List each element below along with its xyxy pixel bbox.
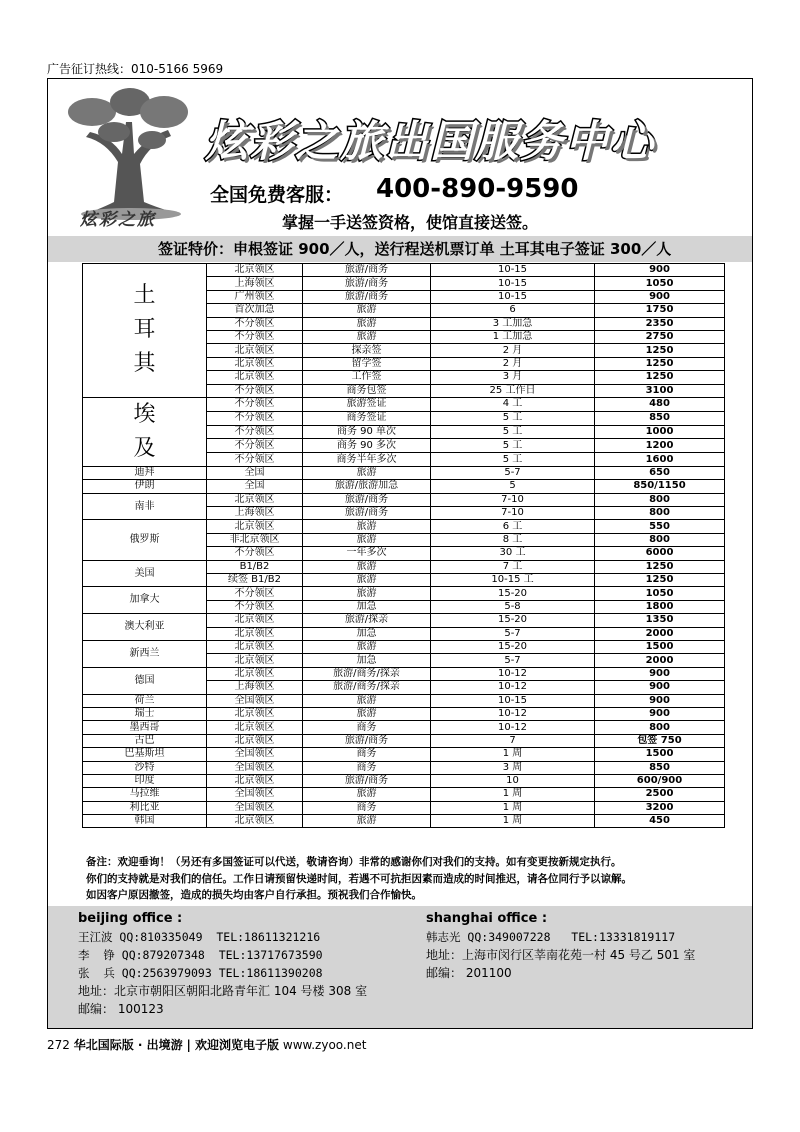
region-cell: B1/B2 [207, 560, 303, 573]
region-cell: 北京领区 [207, 667, 303, 680]
duration-cell: 2 月 [431, 357, 595, 370]
price-cell: 2500 [595, 788, 725, 801]
type-cell: 商务 [303, 748, 431, 761]
duration-cell: 7-10 [431, 507, 595, 520]
type-cell: 商务 [303, 761, 431, 774]
duration-cell: 4 工 [431, 397, 595, 411]
type-cell: 旅游 [303, 330, 431, 343]
duration-cell: 6 [431, 304, 595, 317]
price-cell: 包签 750 [595, 734, 725, 747]
slogan: 掌握一手送签资格，使馆直接送签。 [282, 213, 539, 232]
price-cell: 1200 [595, 439, 725, 453]
table-row [83, 707, 725, 720]
duration-cell: 5 工 [431, 439, 595, 453]
price-cell: 850 [595, 761, 725, 774]
table-row [83, 721, 725, 734]
country-cell: 德国 [83, 667, 207, 694]
type-cell: 商务 90 多次 [303, 439, 431, 453]
type-cell: 旅游/商务/探亲 [303, 667, 431, 680]
table-row [83, 815, 725, 828]
price-cell: 3200 [595, 801, 725, 814]
duration-cell: 5 [431, 480, 595, 493]
region-cell: 北京领区 [207, 627, 303, 640]
duration-cell: 10-15 [431, 694, 595, 707]
price-cell: 800 [595, 533, 725, 546]
country-cell: 美国 [83, 560, 207, 587]
table-row [83, 734, 725, 747]
region-cell: 全国 [207, 466, 303, 479]
notes [86, 854, 746, 904]
duration-cell: 10-12 [431, 721, 595, 734]
region-cell: 全国领区 [207, 761, 303, 774]
type-cell: 旅游/旅游加急 [303, 480, 431, 493]
region-cell: 不分领区 [207, 384, 303, 397]
type-cell: 旅游签证 [303, 397, 431, 411]
table-row [83, 788, 725, 801]
type-cell: 旅游/商务 [303, 734, 431, 747]
type-cell: 旅游/商务 [303, 264, 431, 277]
office-postcode: 邮编： 100123 [78, 1002, 164, 1016]
region-cell: 北京领区 [207, 344, 303, 357]
type-cell: 工作签 [303, 371, 431, 384]
page-number: 272 [47, 1038, 70, 1052]
country-cell: 荷兰 [83, 694, 207, 707]
country-cell: 沙特 [83, 761, 207, 774]
type-cell: 旅游 [303, 640, 431, 653]
price-cell: 1350 [595, 614, 725, 627]
price-cell: 450 [595, 815, 725, 828]
duration-cell: 5-7 [431, 627, 595, 640]
note-line: 如因客户原因撤签，造成的损失均由客户自行承担。预祝我们合作愉快。 [86, 889, 422, 901]
duration-cell: 10-12 [431, 707, 595, 720]
price-cell: 800 [595, 721, 725, 734]
type-cell: 旅游/探亲 [303, 614, 431, 627]
table-row [83, 748, 725, 761]
country-cell: 澳大利亚 [83, 614, 207, 641]
country-cell: 韩国 [83, 815, 207, 828]
type-cell: 旅游 [303, 317, 431, 330]
region-cell: 上海领区 [207, 681, 303, 694]
region-cell: 不分领区 [207, 411, 303, 425]
type-cell: 旅游/商务 [303, 290, 431, 303]
table-row [83, 560, 725, 573]
price-cell: 900 [595, 290, 725, 303]
country-cell: 印度 [83, 774, 207, 787]
duration-cell: 10-15 [431, 277, 595, 290]
table-row [83, 761, 725, 774]
type-cell: 旅游/商务 [303, 493, 431, 506]
type-cell: 商务包签 [303, 384, 431, 397]
country-cell: 俄罗斯 [83, 520, 207, 560]
price-cell: 1500 [595, 640, 725, 653]
type-cell: 旅游 [303, 520, 431, 533]
duration-cell: 15-20 [431, 587, 595, 600]
region-cell: 不分领区 [207, 317, 303, 330]
duration-cell: 30 工 [431, 547, 595, 560]
region-cell: 北京领区 [207, 357, 303, 370]
table-row [83, 667, 725, 680]
region-cell: 北京领区 [207, 640, 303, 653]
type-cell: 旅游 [303, 587, 431, 600]
region-cell: 续签 B1/B2 [207, 574, 303, 587]
price-cell: 900 [595, 264, 725, 277]
duration-cell: 1 周 [431, 815, 595, 828]
price-cell: 600/900 [595, 774, 725, 787]
region-cell: 北京领区 [207, 371, 303, 384]
price-cell: 2000 [595, 627, 725, 640]
price-cell: 900 [595, 694, 725, 707]
contact-line: 张 兵 QQ:2563979093 TEL:18611390208 [78, 966, 323, 980]
price-cell: 1250 [595, 560, 725, 573]
duration-cell: 5 工 [431, 411, 595, 425]
type-cell: 旅游 [303, 533, 431, 546]
phone-number: 400-890-9590 [376, 174, 579, 204]
type-cell: 商务签证 [303, 411, 431, 425]
type-cell: 旅游 [303, 815, 431, 828]
country-cell: 墨西哥 [83, 721, 207, 734]
price-cell: 900 [595, 707, 725, 720]
price-cell: 2350 [595, 317, 725, 330]
type-cell: 旅游/商务/探亲 [303, 681, 431, 694]
table-row [83, 774, 725, 787]
price-cell: 1250 [595, 574, 725, 587]
price-cell: 1250 [595, 344, 725, 357]
price-cell: 1000 [595, 425, 725, 439]
type-cell: 一年多次 [303, 547, 431, 560]
office-heading: shanghai office : [426, 911, 548, 926]
country-cell: 加拿大 [83, 587, 207, 614]
type-cell: 旅游/商务 [303, 774, 431, 787]
footer-slogan: 欢迎浏览电子版 [195, 1038, 280, 1052]
price-cell: 900 [595, 681, 725, 694]
region-cell: 北京领区 [207, 264, 303, 277]
visa-price-table [82, 263, 725, 828]
ad-hotline: 广告征订热线：010-5166 5969 [47, 62, 224, 76]
region-cell: 北京领区 [207, 734, 303, 747]
type-cell: 留学签 [303, 357, 431, 370]
beijing-office [78, 910, 367, 1018]
price-cell: 3100 [595, 384, 725, 397]
type-cell: 商务 [303, 801, 431, 814]
region-cell: 全国领区 [207, 788, 303, 801]
region-cell: 不分领区 [207, 425, 303, 439]
duration-cell: 1 周 [431, 801, 595, 814]
duration-cell: 8 工 [431, 533, 595, 546]
duration-cell: 10-15 [431, 290, 595, 303]
table-row [83, 801, 725, 814]
price-cell: 1250 [595, 371, 725, 384]
type-cell: 旅游 [303, 574, 431, 587]
country-cell: 瑞士 [83, 707, 207, 720]
region-cell: 非北京领区 [207, 533, 303, 546]
country-cell: 土 耳 其 [83, 264, 207, 398]
region-cell: 不分领区 [207, 453, 303, 467]
price-cell: 6000 [595, 547, 725, 560]
price-cell: 2750 [595, 330, 725, 343]
brand-name: 炫彩之旅 [80, 210, 156, 230]
region-cell: 全国领区 [207, 801, 303, 814]
duration-cell: 25 工作日 [431, 384, 595, 397]
type-cell: 商务 90 单次 [303, 425, 431, 439]
type-cell: 旅游 [303, 466, 431, 479]
type-cell: 旅游 [303, 788, 431, 801]
duration-cell: 10-12 [431, 667, 595, 680]
type-cell: 加急 [303, 627, 431, 640]
region-cell: 全国领区 [207, 694, 303, 707]
type-cell: 探亲签 [303, 344, 431, 357]
duration-cell: 5-8 [431, 600, 595, 613]
table-row [83, 520, 725, 533]
duration-cell: 5-7 [431, 466, 595, 479]
type-cell: 加急 [303, 600, 431, 613]
region-cell: 北京领区 [207, 774, 303, 787]
contact-line: 王江波 QQ:810335049 TEL:18611321216 [78, 930, 321, 944]
table-row [83, 264, 725, 277]
region-cell: 北京领区 [207, 520, 303, 533]
duration-cell: 10 [431, 774, 595, 787]
duration-cell: 5 工 [431, 425, 595, 439]
duration-cell: 7-10 [431, 493, 595, 506]
duration-cell: 3 工加急 [431, 317, 595, 330]
duration-cell: 15-20 [431, 640, 595, 653]
region-cell: 全国 [207, 480, 303, 493]
page-footer: 272 华北国际版 · 出境游 | 欢迎浏览电子版 www.zyoo.net [47, 1038, 367, 1052]
country-cell: 南非 [83, 493, 207, 520]
office-heading: beijing office : [78, 911, 183, 926]
price-cell: 1600 [595, 453, 725, 467]
region-cell: 上海领区 [207, 507, 303, 520]
office-address: 地址：北京市朝阳区朝阳北路青年汇 104 号楼 308 室 [78, 984, 368, 998]
table-row [83, 493, 725, 506]
duration-cell: 10-15 [431, 264, 595, 277]
table-row [83, 614, 725, 627]
region-cell: 不分领区 [207, 439, 303, 453]
type-cell: 加急 [303, 654, 431, 667]
table-row [83, 466, 725, 479]
offices-panel [48, 906, 752, 1028]
country-cell: 利比亚 [83, 801, 207, 814]
office-postcode: 邮编： 201100 [426, 966, 512, 980]
country-cell: 古巴 [83, 734, 207, 747]
country-cell: 伊朗 [83, 480, 207, 493]
table-row [83, 640, 725, 653]
duration-cell: 3 月 [431, 371, 595, 384]
region-cell: 北京领区 [207, 815, 303, 828]
duration-cell: 10-12 [431, 681, 595, 694]
duration-cell: 6 工 [431, 520, 595, 533]
type-cell: 旅游 [303, 694, 431, 707]
region-cell: 不分领区 [207, 330, 303, 343]
page-title: 炫彩之旅出国服务中心 [205, 117, 655, 167]
table-row [83, 480, 725, 493]
price-cell: 800 [595, 493, 725, 506]
region-cell: 广州领区 [207, 290, 303, 303]
duration-cell: 2 月 [431, 344, 595, 357]
price-cell: 1050 [595, 587, 725, 600]
type-cell: 旅游/商务 [303, 277, 431, 290]
country-cell: 埃 及 [83, 397, 207, 466]
note-line: 你们的支持就是对我们的信任。工作日请预留快递时间，若遇不可抗拒因素而造成的时间推迟，请各位同行予以谅解。 [86, 872, 632, 885]
region-cell: 首次加急 [207, 304, 303, 317]
price-cell: 550 [595, 520, 725, 533]
price-cell: 1500 [595, 748, 725, 761]
price-cell: 480 [595, 397, 725, 411]
region-cell: 北京领区 [207, 721, 303, 734]
table-row [83, 587, 725, 600]
contact-line: 韩志光 QQ:349007228 TEL:13331819117 [426, 930, 676, 944]
duration-cell: 1 工加急 [431, 330, 595, 343]
type-cell: 商务 [303, 721, 431, 734]
office-address: 地址：上海市闵行区莘南花苑一村 45 号乙 501 室 [426, 948, 696, 962]
region-cell: 全国领区 [207, 748, 303, 761]
region-cell: 不分领区 [207, 547, 303, 560]
region-cell: 北京领区 [207, 614, 303, 627]
price-cell: 850/1150 [595, 480, 725, 493]
region-cell: 上海领区 [207, 277, 303, 290]
price-cell: 650 [595, 466, 725, 479]
region-cell: 北京领区 [207, 707, 303, 720]
price-cell: 850 [595, 411, 725, 425]
note-line: 备注：欢迎垂询！（另还有多国签证可以代送，敬请咨询）非常的感谢你们对我们的支持。如有变更按新规定执行。 [86, 856, 622, 868]
footer-url[interactable]: www.zyoo.net [282, 1038, 367, 1052]
publication-name: 华北国际版 · 出境游 [73, 1038, 183, 1052]
price-cell: 2000 [595, 654, 725, 667]
duration-cell: 5-7 [431, 654, 595, 667]
type-cell: 旅游 [303, 304, 431, 317]
duration-cell: 7 [431, 734, 595, 747]
duration-cell: 1 周 [431, 748, 595, 761]
duration-cell: 7 工 [431, 560, 595, 573]
contact-line: 李 铮 QQ:879207348 TEL:13717673590 [78, 948, 323, 962]
shanghai-office [426, 910, 695, 982]
duration-cell: 1 周 [431, 788, 595, 801]
country-cell: 新西兰 [83, 640, 207, 667]
region-cell: 不分领区 [207, 397, 303, 411]
phone-label: 全国免费客服： [210, 184, 344, 206]
table-row [83, 694, 725, 707]
duration-cell: 10-15 工 [431, 574, 595, 587]
type-cell: 商务半年多次 [303, 453, 431, 467]
country-cell: 巴基斯坦 [83, 748, 207, 761]
price-cell: 900 [595, 667, 725, 680]
region-cell: 北京领区 [207, 493, 303, 506]
country-cell: 马拉维 [83, 788, 207, 801]
region-cell: 北京领区 [207, 654, 303, 667]
specials-band: 签证特价：申根签证 900／人，送行程送机票订单 土耳其电子签证 300／人 [48, 236, 752, 262]
price-cell: 800 [595, 507, 725, 520]
price-cell: 1750 [595, 304, 725, 317]
type-cell: 旅游 [303, 560, 431, 573]
type-cell: 旅游 [303, 707, 431, 720]
duration-cell: 5 工 [431, 453, 595, 467]
price-cell: 1050 [595, 277, 725, 290]
price-cell: 1250 [595, 357, 725, 370]
type-cell: 旅游/商务 [303, 507, 431, 520]
country-cell: 迪拜 [83, 466, 207, 479]
duration-cell: 3 周 [431, 761, 595, 774]
table-row [83, 397, 725, 411]
price-cell: 1800 [595, 600, 725, 613]
region-cell: 不分领区 [207, 600, 303, 613]
duration-cell: 15-20 [431, 614, 595, 627]
region-cell: 不分领区 [207, 587, 303, 600]
